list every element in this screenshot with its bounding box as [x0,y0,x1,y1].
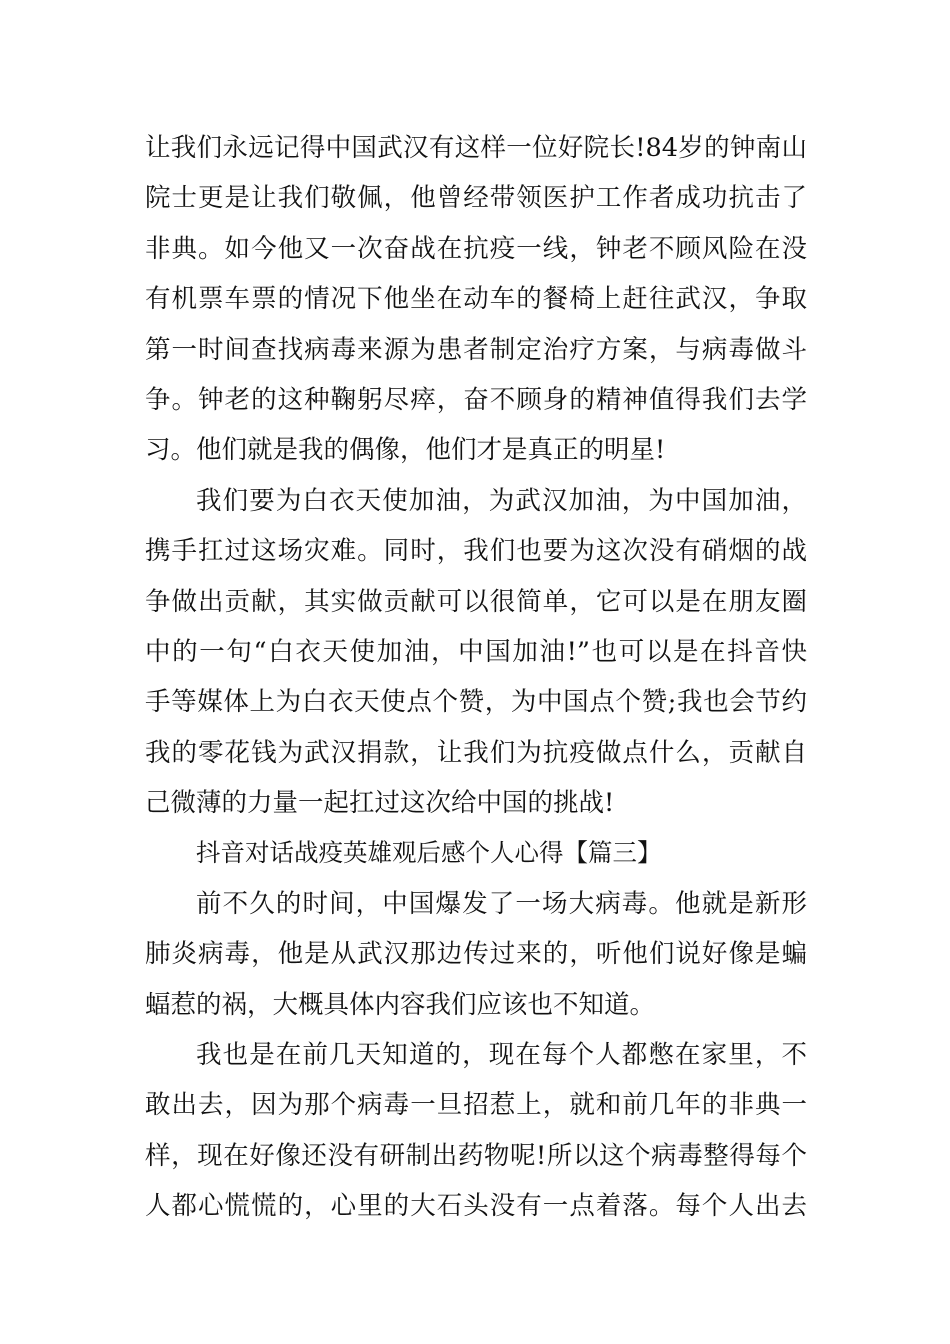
text-line: 我们要为白衣天使加油，为武汉加油，为中国加油， [196,485,807,516]
text-line: 样，现在好像还没有研制出药物呢!所以这个病毒整得每个 [145,1140,807,1171]
text-line: 让我们永远记得中国武汉有这样一位好院长!84岁的钟南山 [145,133,807,163]
text-line: 第一时间查找病毒来源为患者制定治疗方案，与病毒做斗 [145,334,807,365]
text-line: 前不久的时间，中国爆发了一场大病毒。他就是新形 [196,888,807,919]
text-line: 中的一句“白衣天使加油，中国加油!”也可以是在抖音快 [145,636,807,667]
text-line: 己微薄的力量一起扛过这次给中国的挑战! [145,788,615,819]
section-heading: 抖音对话战疫英雄观后感个人心得【篇三】 [196,838,662,868]
text-line: 我也是在前几天知道的，现在每个人都憋在家里，不 [196,1040,807,1071]
text-line: 敢出去，因为那个病毒一旦招惹上，就和前几年的非典一 [145,1090,807,1121]
text-line: 蝠惹的祸，大概具体内容我们应该也不知道。 [145,989,656,1020]
body-text [145,123,807,1232]
text-line: 携手扛过这场灾难。同时，我们也要为这次没有硝烟的战 [145,536,807,567]
text-line: 争。钟老的这种鞠躬尽瘁，奋不顾身的精神值得我们去学 [145,384,807,415]
text-line: 有机票车票的情况下他坐在动车的餐椅上赶往武汉，争取 [145,284,807,315]
text-line: 我的零花钱为武汉捐款，让我们为抗疫做点什么，贡献自 [145,737,807,768]
text-line: 院士更是让我们敬佩，他曾经带领医护工作者成功抗击了 [145,183,807,214]
text-line: 习。他们就是我的偶像，他们才是真正的明星! [145,435,666,466]
text-line: 争做出贡献，其实做贡献可以很简单，它可以是在朋友圈 [145,586,807,617]
text-line: 肺炎病毒，他是从武汉那边传过来的，听他们说好像是蝙 [145,939,807,970]
text-line: 人都心慌慌的，心里的大石头没有一点着落。每个人出去 [145,1191,807,1222]
text-line: 非典。如今他又一次奋战在抗疫一线，钟老不顾风险在没 [145,233,807,264]
text-line: 手等媒体上为白衣天使点个赞，为中国点个赞;我也会节约 [145,687,807,718]
